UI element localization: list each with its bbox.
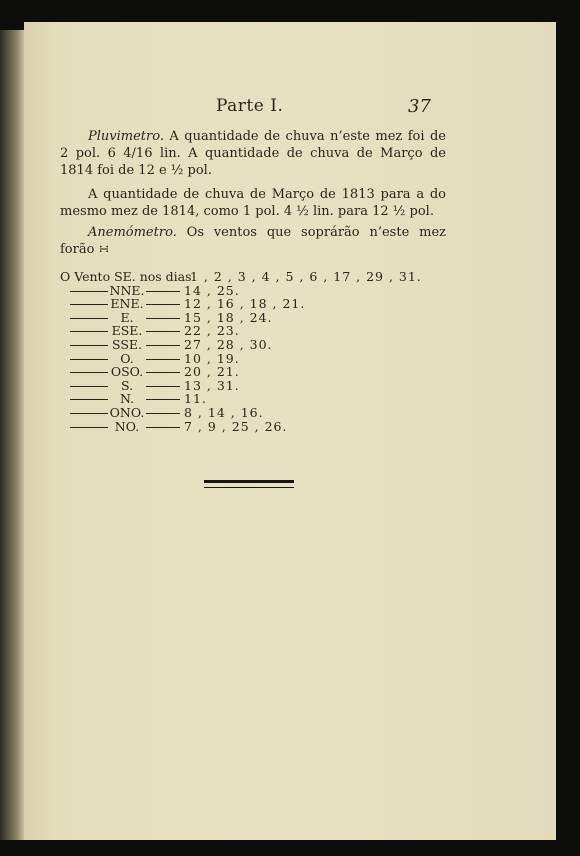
previous-page-edge [0, 30, 24, 840]
wind-table [60, 270, 480, 433]
wind-direction: ENE. [110, 296, 144, 312]
wind-direction: N. [119, 391, 135, 407]
leader-dash [70, 427, 108, 428]
leader-dash [70, 304, 108, 305]
wind-row [60, 406, 480, 420]
wind-direction: S. [120, 377, 134, 393]
wind-row [60, 324, 480, 338]
wind-row [60, 420, 480, 434]
paragraph-text: Os ventos que soprárão n’este mez forão ∺ [60, 225, 446, 257]
leader-dash [70, 372, 108, 373]
wind-row [60, 365, 480, 379]
leader-dash [70, 413, 108, 414]
leader-dash [70, 359, 108, 360]
leader-dash [146, 386, 180, 387]
leader-dash [146, 304, 180, 305]
wind-row [60, 297, 480, 311]
leader-dash [146, 399, 180, 400]
wind-direction: ESE. [111, 323, 143, 339]
leader-dash [70, 318, 108, 319]
leader-dash [146, 372, 180, 373]
wind-lead: O Vento SE. nos dias [60, 269, 192, 284]
leader-dash [70, 345, 108, 346]
wind-days: 1 , 2 , 3 , 4 , 5 , 6 , 17 , 29 , 31. [190, 269, 422, 284]
leader-dash [146, 331, 180, 332]
paragraph-text: A quantidade de chuva n’este mez foi de 2 pol. 6 4/16 lin. A quantidade de chuva de Março de 1814 foi de 12 e ½ pol. [60, 129, 446, 178]
paragraph-comparison [60, 186, 446, 220]
leader-dash [146, 413, 180, 414]
leader-dash [70, 399, 108, 400]
leader-dash [70, 386, 108, 387]
wind-row [60, 284, 480, 298]
wind-direction: ONO. [109, 404, 145, 420]
wind-days: 15 , 18 , 24. [184, 309, 273, 325]
leader-dash [70, 291, 108, 292]
paragraph-label: Pluvimetro. [88, 129, 164, 144]
leader-dash [146, 291, 180, 292]
page-number: 37 [408, 96, 431, 117]
wind-row [60, 392, 480, 406]
wind-direction: NO. [114, 418, 140, 434]
wind-direction: O. [120, 350, 134, 366]
leader-dash [146, 359, 180, 360]
running-head: Parte I. [216, 96, 284, 116]
leader-dash [146, 345, 180, 346]
wind-days: 27 , 28 , 30. [184, 336, 273, 352]
wind-days: 20 , 21. [184, 364, 240, 380]
wind-direction: OSO. [110, 364, 144, 380]
page-header [24, 96, 556, 126]
wind-days: 8 , 14 , 16. [184, 404, 264, 420]
wind-days: 10 , 19. [184, 350, 240, 366]
wind-row-first [60, 270, 480, 284]
paragraph-anemometro [60, 224, 446, 258]
wind-row [60, 311, 480, 325]
wind-days: 11. [184, 391, 207, 407]
wind-row [60, 379, 480, 393]
wind-direction: SSE. [111, 336, 142, 352]
leader-dash [146, 427, 180, 428]
paragraph-label: Anemómetro. [88, 225, 177, 240]
wind-row [60, 352, 480, 366]
wind-direction: E. [120, 309, 134, 325]
wind-days: 22 , 23. [184, 323, 240, 339]
wind-days: 7 , 9 , 25 , 26. [184, 418, 288, 434]
paragraph-text: A quantidade de chuva de Março de 1813 para a do mesmo mez de 1814, como 1 pol. 4 ½ lin. para 12 ½ pol. [60, 187, 446, 219]
wind-row [60, 338, 480, 352]
wind-direction: NNE. [109, 282, 145, 298]
wind-days: 13 , 31. [184, 377, 240, 393]
book-page [24, 22, 556, 840]
leader-dash [146, 318, 180, 319]
section-rule [204, 480, 294, 488]
wind-days: 14 , 25. [184, 282, 240, 298]
wind-days: 12 , 16 , 18 , 21. [184, 296, 306, 312]
paragraph-pluvimetro [60, 128, 446, 179]
leader-dash [70, 331, 108, 332]
